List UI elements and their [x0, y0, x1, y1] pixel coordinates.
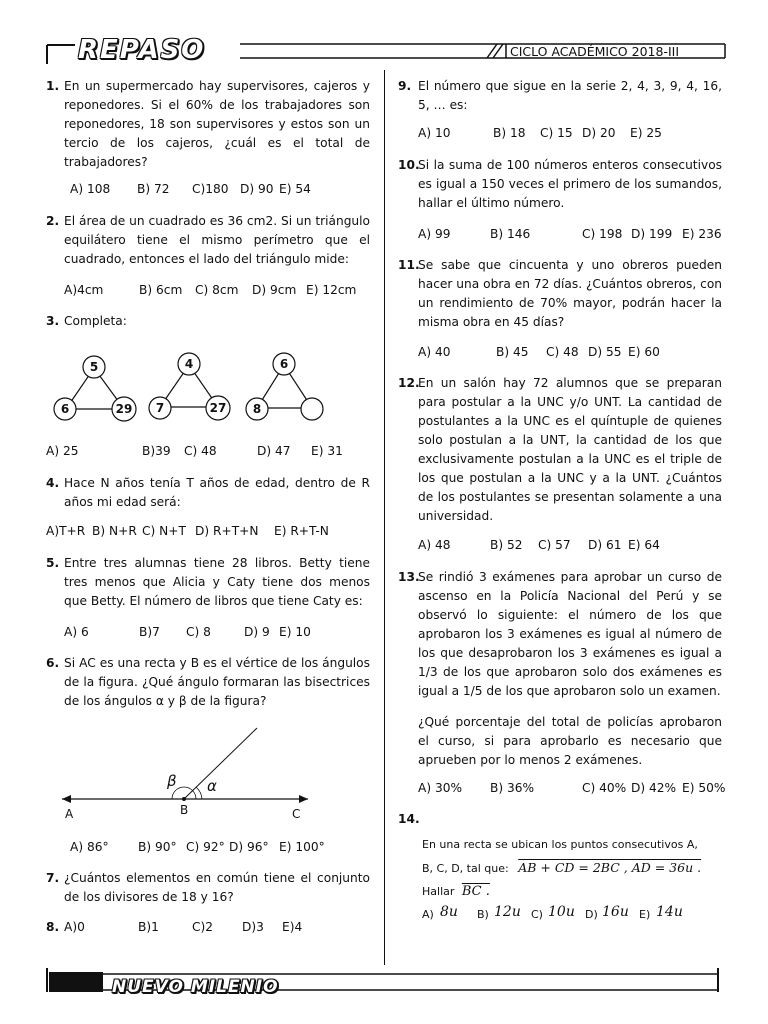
option-c[interactable]: C) 92° [186, 840, 225, 854]
option-e-letter[interactable]: E) [639, 908, 651, 921]
option-c[interactable]: C) 48 [184, 444, 217, 458]
question-number: 4. [46, 476, 60, 490]
question-14-equation: AB + CD = 2BC , AD = 36u . [518, 860, 702, 875]
question-text: Se rindió 3 exámenes para aprobar un curso de ascenso en la Policía Nacional del Perú y se observó lo siguiente: el número de los que aprobaron los 3 exámenes es igual al número de los que desaprobaron los 3 exámenes es igual a 1/3 de los que aprobaron solo dos exámenes es igual a 1/5 de los que aprobaron solo un examen. [418, 570, 722, 698]
point-a-label: A [65, 807, 74, 821]
option-d-letter[interactable]: D) [585, 908, 598, 921]
option-b[interactable]: B)39 [142, 444, 171, 458]
option-c-letter[interactable]: C) [531, 908, 543, 921]
question-number: 13. [398, 570, 420, 584]
triangle-1-left: 6 [60, 402, 70, 416]
footer [0, 960, 768, 1024]
option-d[interactable]: D)3 [242, 920, 264, 934]
option-d[interactable]: D) 61 [588, 538, 622, 552]
triangle-3-left: 8 [252, 402, 262, 416]
question-10 [398, 156, 722, 213]
option-e[interactable]: E) 10 [279, 625, 311, 639]
question-7 [46, 869, 370, 907]
question-number: 2. [46, 214, 60, 228]
option-d[interactable]: D) 55 [588, 345, 622, 359]
cycle-label: CICLO ACADÉMICO 2018-III [510, 44, 680, 59]
option-b[interactable]: B) 18 [493, 126, 526, 140]
option-e[interactable]: E)4 [282, 920, 303, 934]
question-text: Entre tres alumnas tiene 28 libros. Betty tiene tres menos que Alicia y Caty tiene dos menos que Betty. El número de libros que tiene Caty es: [64, 556, 370, 608]
question-14-line-2 [422, 860, 701, 875]
question-text: Si la suma de 100 números enteros consecutivos es igual a 150 veces el primero de los sumandos, hallar el último número. [418, 158, 722, 210]
option-e[interactable]: E) 60 [628, 345, 660, 359]
triangle-1-top: 5 [89, 360, 99, 374]
option-d[interactable]: D) 199 [631, 227, 673, 241]
option-c[interactable]: C) N+T [142, 524, 186, 538]
option-a[interactable]: A)4cm [64, 283, 104, 297]
option-c[interactable]: C) 57 [538, 538, 571, 552]
option-c-value[interactable]: 10u [548, 904, 575, 920]
question-text: El número que sigue en la serie 2, 4, 3, 9, 4, 16, 5, … es: [418, 79, 722, 112]
option-a[interactable]: A) 99 [418, 227, 451, 241]
option-d[interactable]: D) 9cm [252, 283, 297, 297]
option-e[interactable]: E) 64 [628, 538, 660, 552]
question-number: 1. [46, 79, 60, 93]
question-14-number: 14. [398, 812, 420, 826]
question-text: El área de un cuadrado es 36 cm2. Si un triángulo equilátero tiene el mismo perímetro que el cuadrado, entonces el lado del triángulo mide: [64, 214, 370, 266]
option-d[interactable]: D) 42% [631, 781, 677, 795]
question-text: En un supermercado hay supervisores, cajeros y reponedores. Si el 60% de los trabajadores son reponedores, 18 son supervisores y estos son un tercio de los cajeros, ¿cuál es el total de trabajadores? [64, 79, 370, 169]
question-text: En un salón hay 72 alumnos que se preparan para postular a la UNC y/o UNT. La cantidad de postulantes a la UNC es el quíntuple de quienes solo postulan a la UNT, la cantidad de los que exclusivamente postulan a la UNC es el triple de los que postulan a la UNC y a la UNT. ¿Cuántos de los postulantes se presentan solamente a una universidad. [418, 376, 722, 523]
question-text: Hace N años tenía T años de edad, dentro de R años mi edad será: [64, 476, 370, 509]
question-14-line-3 [422, 884, 490, 899]
option-b[interactable]: B) N+R [92, 524, 137, 538]
triangle-2-left: 7 [155, 401, 165, 415]
question-9 [398, 77, 722, 115]
option-b-value[interactable]: 12u [494, 904, 521, 920]
option-b[interactable]: B)7 [139, 625, 160, 639]
option-b[interactable]: B) 146 [490, 227, 531, 241]
option-a-letter[interactable]: A) [422, 908, 434, 921]
option-b[interactable]: B) 72 [137, 182, 170, 196]
option-c[interactable]: C)180 [192, 182, 229, 196]
angle-figure [56, 720, 326, 825]
option-d[interactable]: D) 47 [257, 444, 291, 458]
options-q14 [422, 904, 722, 926]
option-c[interactable]: C) 15 [540, 126, 573, 140]
question-14-prefix: B, C, D, tal que: [422, 862, 509, 875]
option-a[interactable]: A) 6 [64, 625, 89, 639]
alpha-label: α [207, 777, 217, 795]
question-14-hallar: Hallar [422, 885, 455, 898]
option-d[interactable]: D) 9 [244, 625, 270, 639]
option-a[interactable]: A) 48 [418, 538, 451, 552]
triangle-figures [46, 348, 346, 428]
option-a[interactable]: A) 40 [418, 345, 451, 359]
option-b[interactable]: B) 6cm [139, 283, 183, 297]
option-d[interactable]: D) R+T+N [195, 524, 259, 538]
question-text: Completa: [64, 314, 127, 328]
question-text: Si AC es una recta y B es el vértice de los ángulos de la figura. ¿Qué ángulo formaran las bisectrices de los ángulos α y β de la figura? [64, 656, 370, 708]
option-a[interactable]: A) 25 [46, 444, 79, 458]
question-14-target: BC . [461, 884, 490, 899]
option-b[interactable]: B) 36% [490, 781, 535, 795]
point-b-label: B [180, 803, 189, 817]
option-a[interactable]: A) 86° [70, 840, 109, 854]
option-e[interactable]: E) 236 [682, 227, 722, 241]
question-6 [46, 654, 370, 711]
option-b-letter[interactable]: B) [477, 908, 489, 921]
option-a[interactable]: A)0 [64, 920, 85, 934]
footer-brand: NUEVO MILENIO [112, 977, 279, 997]
header [0, 0, 768, 70]
option-c[interactable]: C) 40% [582, 781, 627, 795]
question-number: 10. [398, 158, 420, 172]
option-e[interactable]: E) 100° [279, 840, 325, 854]
question-text: Se sabe que cincuenta y uno obreros pueden hacer una obra en 72 días. ¿Cuántos obreros, con un rendimiento de 70% mayor, podrán hacer la misma obra en 45 días? [418, 258, 722, 329]
option-b[interactable]: B)1 [138, 920, 159, 934]
option-d[interactable]: D) 90 [240, 182, 274, 196]
option-e[interactable]: E) 12cm [306, 283, 357, 297]
option-b[interactable]: B) 45 [496, 345, 529, 359]
page-title: REPASO [78, 35, 206, 65]
option-b[interactable]: B) 52 [490, 538, 523, 552]
option-c[interactable]: C) 198 [582, 227, 623, 241]
question-13 [398, 568, 722, 770]
triangle-3-top: 6 [279, 357, 289, 371]
option-c[interactable]: C)2 [192, 920, 214, 934]
option-e[interactable]: E) 31 [311, 444, 343, 458]
question-1 [46, 77, 370, 172]
option-a-value[interactable]: 8u [440, 904, 458, 920]
option-d[interactable]: D) 20 [582, 126, 616, 140]
option-b[interactable]: B) 90° [138, 840, 177, 854]
option-c[interactable]: C) 8cm [195, 283, 239, 297]
question-number: 7. [46, 871, 60, 885]
question-3 [46, 312, 370, 331]
question-number: 3. [46, 314, 60, 328]
option-d-value[interactable]: 16u [602, 904, 629, 920]
point-c-label: C [292, 807, 301, 821]
column-divider [384, 70, 385, 965]
option-a[interactable]: A) 30% [418, 781, 463, 795]
question-number: 9. [398, 79, 412, 93]
question-14-line-1: En una recta se ubican los puntos consecutivos A, [422, 838, 698, 851]
question-11 [398, 256, 722, 332]
question-number: 11. [398, 258, 420, 272]
option-a[interactable]: A)T+R [46, 524, 86, 538]
triangle-1-right: 29 [115, 402, 133, 416]
option-a[interactable]: A) 10 [418, 126, 451, 140]
question-2 [46, 212, 370, 269]
question-4 [46, 474, 370, 512]
question-number: 5. [46, 556, 60, 570]
triangle-2-top: 4 [184, 357, 194, 371]
option-e[interactable]: E) 25 [630, 126, 662, 140]
question-text-2: ¿Qué porcentaje del total de policías aprobaron el curso, si para aprobarlo es necesario que aprueben por lo menos 2 exámenes. [418, 715, 722, 767]
option-e[interactable]: E) 50% [682, 781, 726, 795]
question-text: ¿Cuántos elementos en común tiene el conjunto de los divisores de 18 y 16? [64, 871, 370, 904]
option-a[interactable]: A) 108 [70, 182, 111, 196]
question-number: 12. [398, 376, 420, 390]
option-c[interactable]: C) 48 [546, 345, 579, 359]
question-number: 8. [46, 920, 60, 934]
question-12 [398, 374, 722, 526]
triangle-2-right: 27 [209, 401, 227, 415]
option-e[interactable]: E) R+T-N [274, 524, 329, 538]
question-number: 6. [46, 656, 60, 670]
question-5 [46, 554, 370, 611]
option-e-value[interactable]: 14u [656, 904, 683, 920]
option-d[interactable]: D) 96° [229, 840, 269, 854]
option-c[interactable]: C) 8 [186, 625, 211, 639]
beta-label: β [167, 772, 177, 790]
option-e[interactable]: E) 54 [279, 182, 311, 196]
